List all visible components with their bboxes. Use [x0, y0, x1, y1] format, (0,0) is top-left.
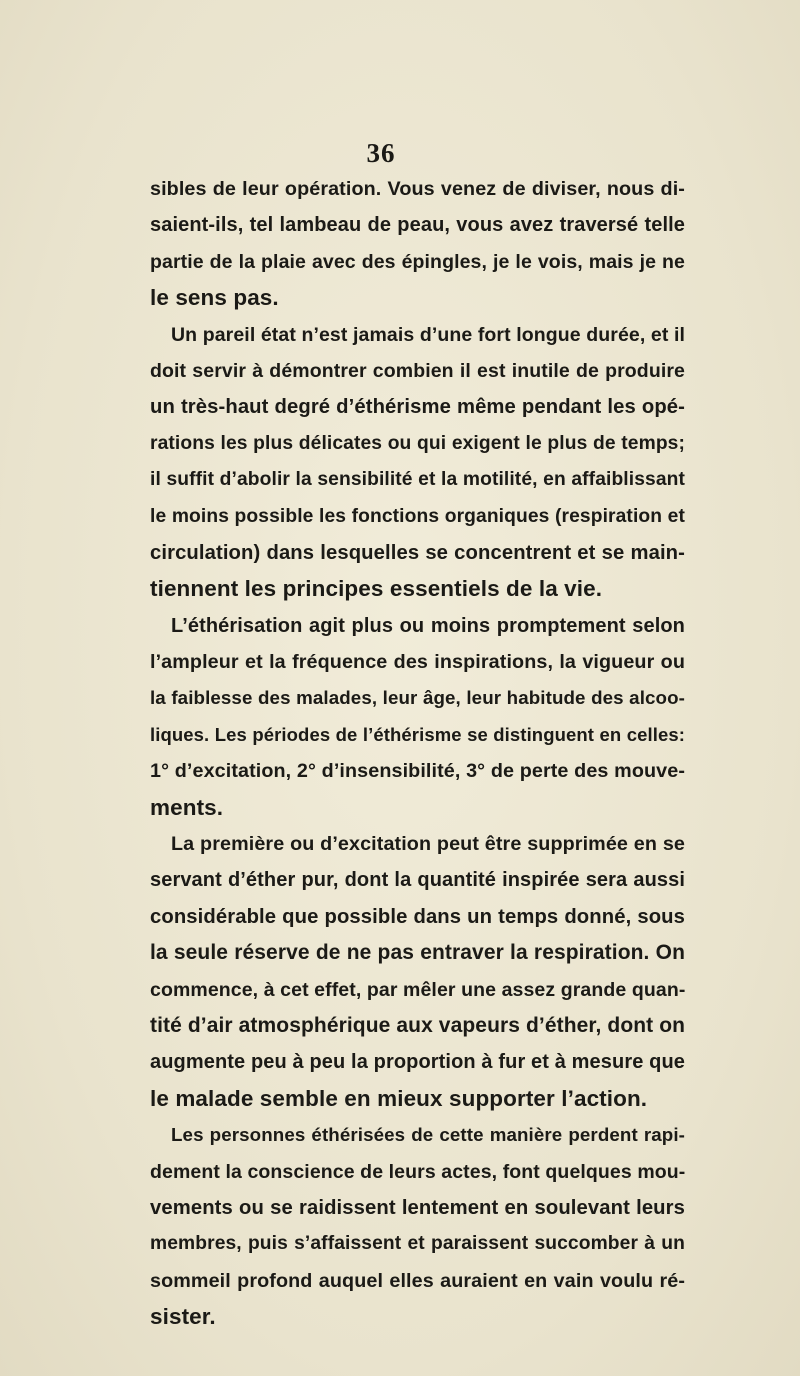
text-line: sommeil profond auquel elles auraient en vain voulu ré- — [150, 1269, 685, 1292]
text-line: sister. — [150, 1304, 216, 1330]
text-line: il suffit d’abolir la sensibilité et la motilité, en affaiblissant — [150, 469, 685, 491]
text-line: considérable que possible dans un temps donné, sous — [150, 905, 685, 928]
text-line: l’ampleur et la fréquence des inspirations, la vigueur ou — [150, 651, 685, 674]
text-line: La première ou d’excitation peut être supprimée en se — [171, 833, 685, 856]
text-line: doit servir à démontrer combien il est inutile de produire — [150, 359, 685, 382]
text-line: rations les plus délicates ou qui exigent le plus de temps; — [150, 432, 685, 454]
text-line: la faiblesse des malades, leur âge, leur habitude des alcoo- — [150, 687, 685, 709]
text-line: tiennent les principes essentiels de la vie. — [150, 576, 603, 602]
text-line: tité d’air atmosphérique aux vapeurs d’éther, dont on — [150, 1013, 686, 1037]
text-line: augmente peu à peu la proportion à fur et à mesure que — [150, 1051, 685, 1074]
text-line: L’éthérisation agit plus ou moins promptement selon — [171, 614, 685, 637]
text-line: Les personnes éthérisées de cette manière perdent rapi- — [171, 1124, 685, 1146]
text-line: liques. Les périodes de l’éthérisme se distinguent en celles: — [150, 723, 685, 745]
text-line: 1° d’excitation, 2° d’insensibilité, 3° de perte des mouve- — [150, 760, 685, 783]
text-line: dement la conscience de leurs actes, font quelques mou- — [150, 1160, 686, 1183]
text-line: le sens pas. — [150, 285, 279, 311]
page-number: 36 — [366, 138, 396, 168]
text-line: le moins possible les fonctions organiques (respiration et — [150, 505, 685, 527]
text-line: circulation) dans lesquelles se concentrent et se main- — [150, 541, 685, 564]
text-line: commence, à cet effet, par mêler une assez grande quan- — [150, 978, 686, 1001]
text-line: le malade semble en mieux supporter l’action. — [150, 1085, 648, 1111]
text-line: la seule réserve de ne pas entraver la respiration. On — [150, 941, 685, 965]
text-line: sibles de leur opération. Vous venez de diviser, nous di- — [150, 178, 685, 200]
text-line: saient-ils, tel lambeau de peau, vous avez traversé telle — [150, 214, 685, 237]
text-line: servant d’éther pur, dont la quantité inspirée sera aussi — [150, 869, 685, 892]
text-line: un très-haut degré d’éthérisme même pendant les opé- — [150, 396, 685, 419]
text-line: Un pareil état n’est jamais d’une fort longue durée, et il — [171, 323, 685, 346]
text-line: ments. — [150, 794, 224, 820]
text-line: partie de la plaie avec des épingles, je le vois, mais je ne — [150, 250, 685, 273]
body-text — [150, 171, 685, 1336]
text-line: membres, puis s’affaissent et paraissent succomber à un — [150, 1233, 685, 1255]
text-line: vements ou se raidissent lentement en soulevant leurs — [150, 1196, 685, 1219]
